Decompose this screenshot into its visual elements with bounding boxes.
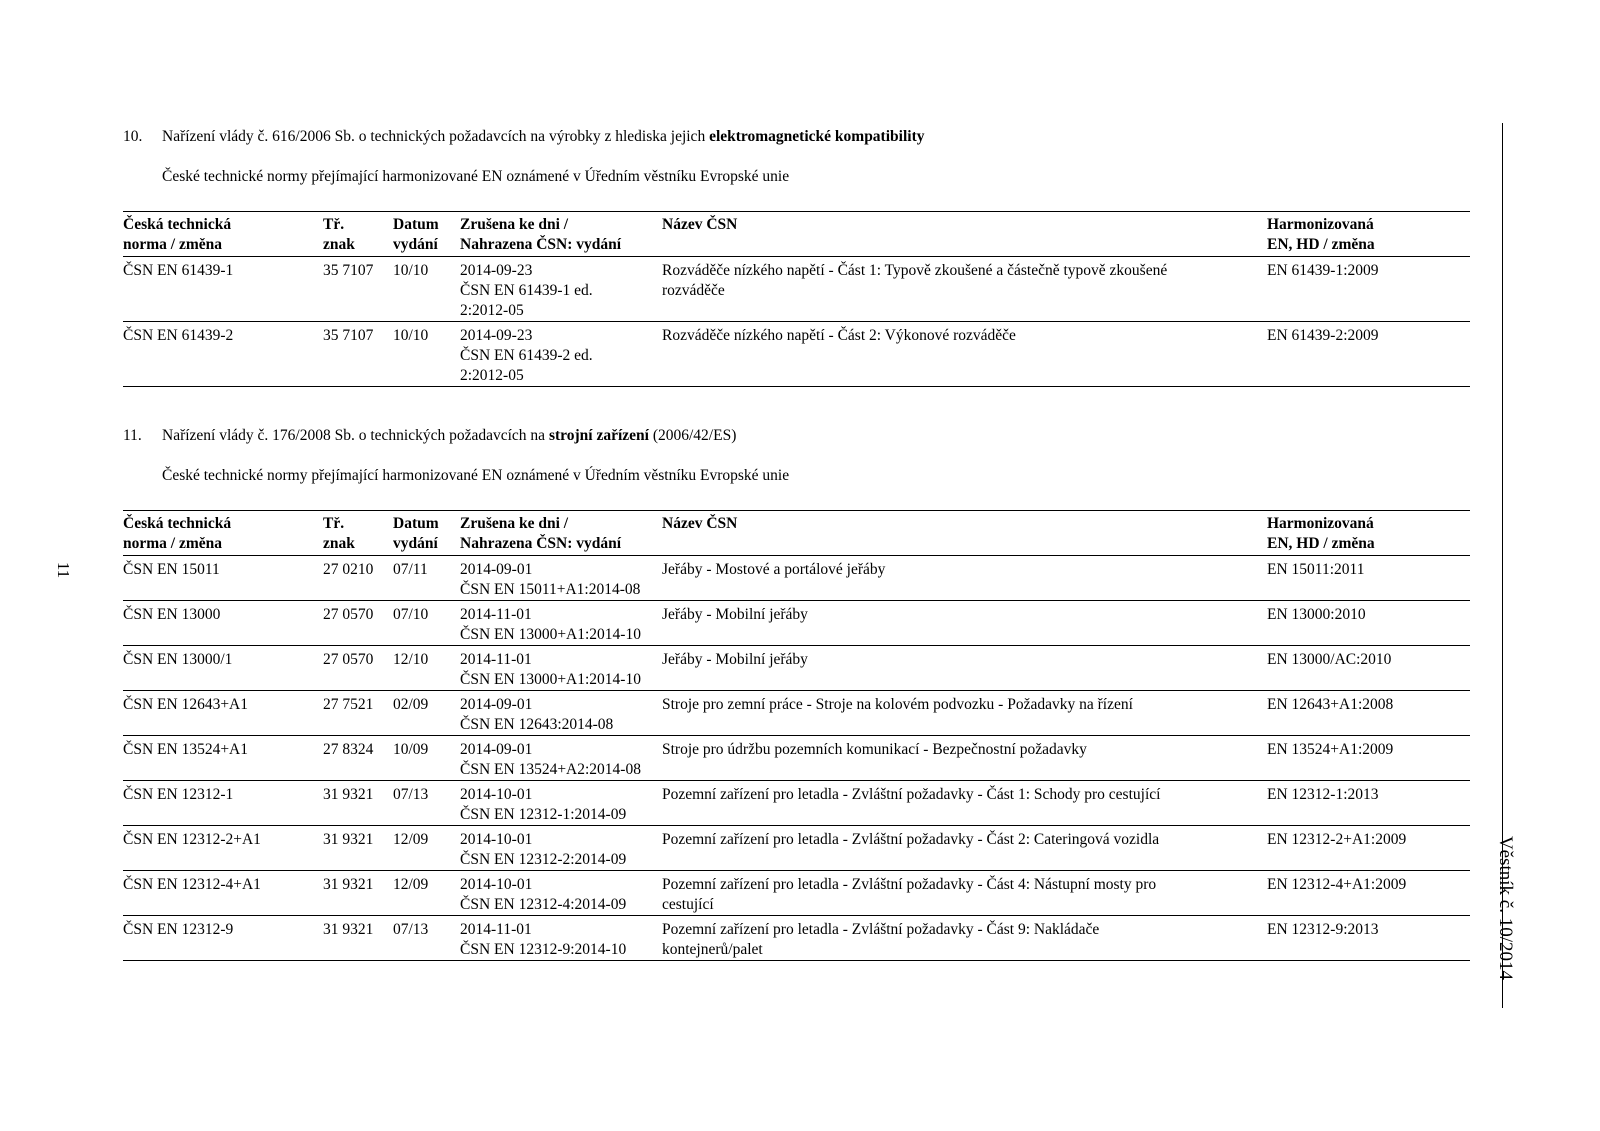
table-row — [123, 257, 1470, 322]
table-row — [123, 646, 1470, 691]
col-trida: 27 0570 — [323, 646, 393, 691]
col-norma-header: Česká technická norma / změna — [123, 511, 323, 556]
col-norma: ČSN EN 12643+A1 — [123, 691, 323, 736]
col-nazev: Jeřáby - Mobilní jeřáby — [662, 646, 1267, 691]
table-row — [123, 916, 1470, 961]
col-norma-header: Česká technická norma / změna — [123, 212, 323, 257]
col-trida: 27 7521 — [323, 691, 393, 736]
col-trida: 31 9321 — [323, 826, 393, 871]
col-harmonizovana: EN 13000:2010 — [1267, 601, 1470, 646]
col-norma: ČSN EN 15011 — [123, 556, 323, 601]
col-datum: 02/09 — [393, 691, 460, 736]
heading-text-post: (2006/42/ES) — [648, 427, 737, 444]
col-zrusena-header: Zrušena ke dni / Nahrazena ČSN: vydání — [460, 212, 662, 257]
heading-bold: strojní zařízení — [548, 427, 649, 444]
col-trida: 27 8324 — [323, 736, 393, 781]
col-nazev-header: Název ČSN — [662, 212, 1267, 257]
col-norma: ČSN EN 61439-1 — [123, 257, 323, 322]
col-harmonizovana: EN 12312-2+A1:2009 — [1267, 826, 1470, 871]
col-harmonizovana: EN 12312-4+A1:2009 — [1267, 871, 1470, 916]
col-zrusena: 2014-09-01 ČSN EN 15011+A1:2014-08 — [460, 556, 662, 601]
col-zrusena: 2014-09-23 ČSN EN 61439-2 ed. 2:2012-05 — [460, 322, 662, 387]
col-norma: ČSN EN 13524+A1 — [123, 736, 323, 781]
col-nazev: Pozemní zařízení pro letadla - Zvláštní požadavky - Část 2: Cateringová vozidla — [662, 826, 1267, 871]
col-nazev-header: Název ČSN — [662, 511, 1267, 556]
table-row — [123, 322, 1470, 387]
col-nazev: Rozváděče nízkého napětí - Část 2: Výkonové rozváděče — [662, 322, 1267, 387]
col-nazev: Pozemní zařízení pro letadla - Zvláštní požadavky - Část 4: Nástupní mosty pro cestující — [662, 871, 1267, 916]
col-harmonizovana: EN 13524+A1:2009 — [1267, 736, 1470, 781]
col-zrusena: 2014-09-23 ČSN EN 61439-1 ed. 2:2012-05 — [460, 257, 662, 322]
col-trida: 27 0210 — [323, 556, 393, 601]
col-datum: 12/10 — [393, 646, 460, 691]
col-trida: 31 9321 — [323, 871, 393, 916]
table-row — [123, 781, 1470, 826]
col-zrusena: 2014-11-01 ČSN EN 13000+A1:2014-10 — [460, 601, 662, 646]
standards-table — [123, 510, 1470, 961]
col-zrusena: 2014-10-01 ČSN EN 12312-4:2014-09 — [460, 871, 662, 916]
col-zrusena-header: Zrušena ke dni / Nahrazena ČSN: vydání — [460, 511, 662, 556]
col-harmonizovana: EN 15011:2011 — [1267, 556, 1470, 601]
col-trida-header: Tř. znak — [323, 212, 393, 257]
col-datum: 10/10 — [393, 322, 460, 387]
col-datum-header: Datum vydání — [393, 212, 460, 257]
table-row — [123, 556, 1470, 601]
heading-bold: elektromagnetické kompatibility — [709, 128, 925, 145]
col-harmonizovana: EN 61439-1:2009 — [1267, 257, 1470, 322]
col-harmonizovana: EN 12312-1:2013 — [1267, 781, 1470, 826]
heading-text: Nařízení vlády č. 616/2006 Sb. o technických požadavcích na výrobky z hlediska jejich — [162, 128, 710, 145]
col-zrusena: 2014-10-01 ČSN EN 12312-2:2014-09 — [460, 826, 662, 871]
col-norma: ČSN EN 12312-4+A1 — [123, 871, 323, 916]
col-norma: ČSN EN 61439-2 — [123, 322, 323, 387]
col-zrusena: 2014-10-01 ČSN EN 12312-1:2014-09 — [460, 781, 662, 826]
col-nazev: Stroje pro údržbu pozemních komunikací - Bezpečnostní požadavky — [662, 736, 1267, 781]
col-datum: 07/13 — [393, 916, 460, 961]
col-norma: ČSN EN 12312-9 — [123, 916, 323, 961]
table-header-row — [123, 212, 1470, 257]
table-row — [123, 736, 1470, 781]
section-subheading: České technické normy přejímající harmonizované EN oznámené v Úředním věstníku Evropské unie — [162, 467, 790, 484]
col-datum: 07/11 — [393, 556, 460, 601]
col-zrusena: 2014-09-01 ČSN EN 12643:2014-08 — [460, 691, 662, 736]
col-datum: 12/09 — [393, 871, 460, 916]
col-datum: 07/10 — [393, 601, 460, 646]
col-nazev: Rozváděče nízkého napětí - Část 1: Typově zkoušené a částečně typově zkoušené rozváděče — [662, 257, 1267, 322]
col-harmonizovana: EN 12643+A1:2008 — [1267, 691, 1470, 736]
section-number: 10. — [123, 128, 143, 145]
col-harmonizovana: EN 12312-9:2013 — [1267, 916, 1470, 961]
heading-text: Nařízení vlády č. 176/2008 Sb. o technických požadavcích na — [162, 427, 549, 444]
page-number: 11 — [54, 561, 74, 579]
col-trida: 31 9321 — [323, 916, 393, 961]
journal-label: Věstník č. 10/2014 — [1495, 835, 1516, 981]
col-norma: ČSN EN 13000 — [123, 601, 323, 646]
col-trida: 35 7107 — [323, 322, 393, 387]
col-harmonizovana-header: Harmonizovaná EN, HD / změna — [1267, 212, 1470, 257]
col-norma: ČSN EN 12312-2+A1 — [123, 826, 323, 871]
col-nazev: Pozemní zařízení pro letadla - Zvláštní požadavky - Část 9: Nakládače kontejnerů/palet — [662, 916, 1267, 961]
col-harmonizovana: EN 61439-2:2009 — [1267, 322, 1470, 387]
table-row — [123, 691, 1470, 736]
col-harmonizovana: EN 13000/AC:2010 — [1267, 646, 1470, 691]
col-trida-header: Tř. znak — [323, 511, 393, 556]
col-datum: 10/09 — [393, 736, 460, 781]
standards-table — [123, 211, 1470, 387]
col-nazev: Pozemní zařízení pro letadla - Zvláštní požadavky - Část 1: Schody pro cestující — [662, 781, 1267, 826]
col-zrusena: 2014-11-01 ČSN EN 12312-9:2014-10 — [460, 916, 662, 961]
col-trida: 35 7107 — [323, 257, 393, 322]
col-zrusena: 2014-09-01 ČSN EN 13524+A2:2014-08 — [460, 736, 662, 781]
col-norma: ČSN EN 13000/1 — [123, 646, 323, 691]
table-row — [123, 601, 1470, 646]
col-nazev: Jeřáby - Mostové a portálové jeřáby — [662, 556, 1267, 601]
table-header-row — [123, 511, 1470, 556]
col-datum-header: Datum vydání — [393, 511, 460, 556]
col-norma: ČSN EN 12312-1 — [123, 781, 323, 826]
col-nazev: Jeřáby - Mobilní jeřáby — [662, 601, 1267, 646]
col-datum: 07/13 — [393, 781, 460, 826]
table-row — [123, 871, 1470, 916]
col-harmonizovana-header: Harmonizovaná EN, HD / změna — [1267, 511, 1470, 556]
col-trida: 27 0570 — [323, 601, 393, 646]
col-zrusena: 2014-11-01 ČSN EN 13000+A1:2014-10 — [460, 646, 662, 691]
section-subheading: České technické normy přejímající harmonizované EN oznámené v Úředním věstníku Evropské unie — [162, 168, 790, 185]
col-datum: 10/10 — [393, 257, 460, 322]
table-row — [123, 826, 1470, 871]
col-trida: 31 9321 — [323, 781, 393, 826]
section-heading — [123, 427, 736, 445]
col-datum: 12/09 — [393, 826, 460, 871]
section-number: 11. — [123, 427, 142, 444]
col-nazev: Stroje pro zemní práce - Stroje na kolovém podvozku - Požadavky na řízení — [662, 691, 1267, 736]
section-heading — [123, 128, 924, 146]
